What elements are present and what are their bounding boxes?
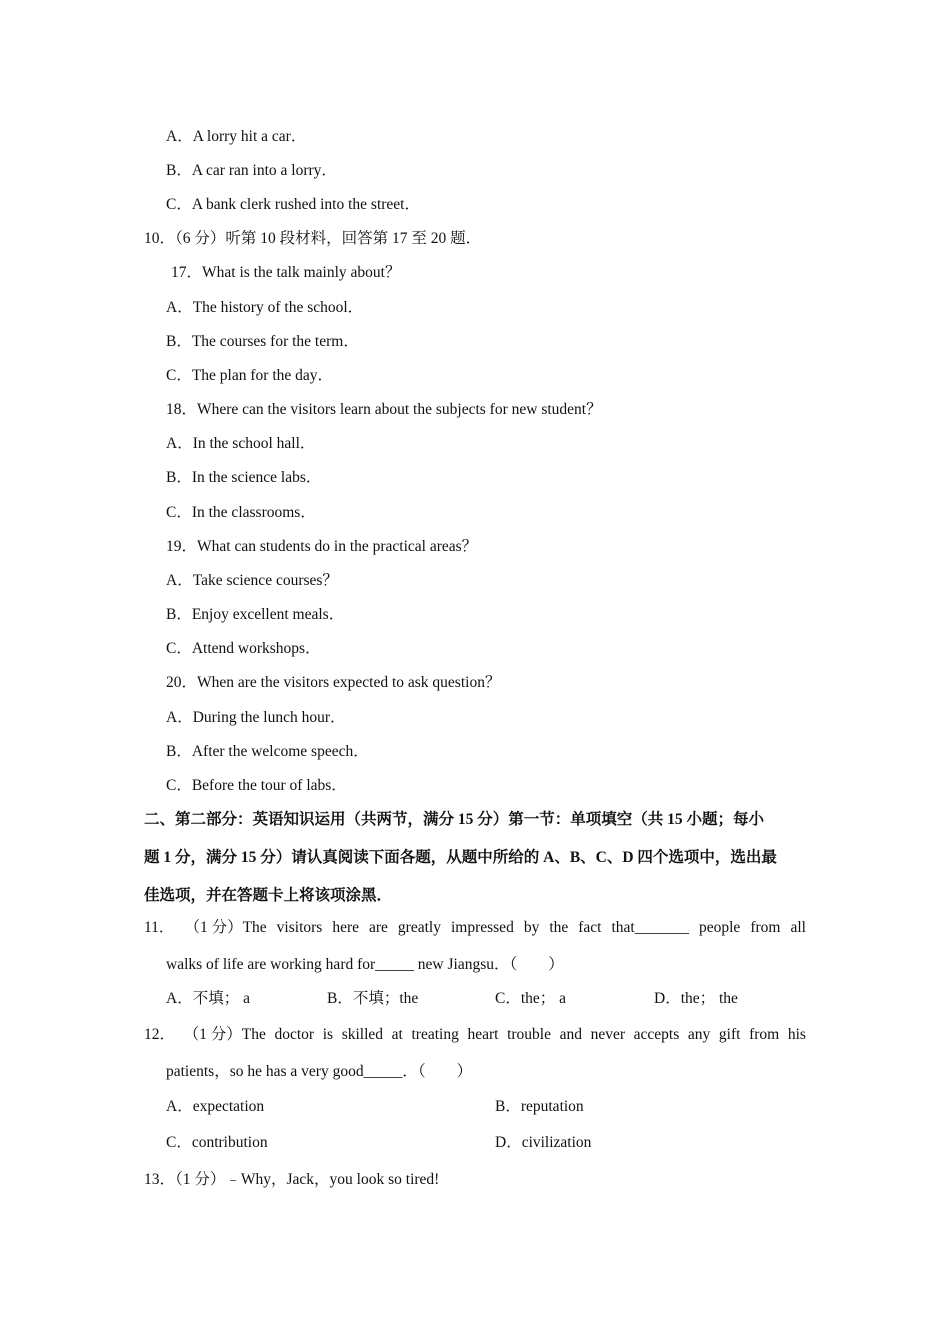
q11-stem-line1 bbox=[144, 918, 806, 938]
q12-option-b: B．reputation bbox=[495, 1098, 584, 1115]
q18-option-b: B．In the science labs． bbox=[166, 469, 322, 486]
q12-stem-word: trouble bbox=[507, 1026, 551, 1043]
q12-stem-word: never bbox=[590, 1026, 626, 1043]
q12-stem-word: and bbox=[559, 1026, 582, 1043]
q19-option-c: C．Attend workshops． bbox=[166, 640, 321, 657]
q11-stem-word: 11． bbox=[144, 919, 175, 936]
part2-heading-line1: 二、第二部分：英语知识运用（共两节，满分 15 分）第一节：单项填空（共 15 小题；每小 bbox=[144, 811, 765, 828]
q11-stem-word: greatly bbox=[397, 919, 441, 936]
q11-stem-word: （1 分）The bbox=[184, 919, 267, 936]
q9-option-a: A．A lorry hit a car． bbox=[166, 128, 307, 145]
q12-stem-word: is bbox=[322, 1026, 334, 1043]
q12-stem-word: from bbox=[749, 1026, 780, 1043]
q20-option-a: A．During the lunch hour． bbox=[166, 709, 346, 726]
q19-stem: 19．What can students do in the practical areas？ bbox=[166, 538, 478, 555]
q12-stem-word: heart bbox=[467, 1026, 499, 1043]
q20-option-b: B．After the welcome speech． bbox=[166, 743, 369, 760]
q12-stem-word: any bbox=[687, 1026, 711, 1043]
q13-stem: 13．（1 分）﹣Why，Jack，you look so tired! bbox=[144, 1171, 440, 1188]
q11-option-d: D．the； the bbox=[654, 990, 738, 1007]
q12-option-d: D．civilization bbox=[495, 1134, 592, 1151]
q11-option-b: B．不填；the bbox=[327, 990, 419, 1007]
q12-stem-line1 bbox=[144, 1025, 806, 1045]
part2-heading-line2: 题 1 分，满分 15 分）请认真阅读下面各题，从题中所给的 A、B、C、D 四个选项中，选出最 bbox=[144, 849, 777, 866]
q11-stem-word: fact bbox=[578, 919, 602, 936]
q12-stem-word: gift bbox=[718, 1026, 741, 1043]
q11-stem-word: are bbox=[369, 919, 388, 936]
q9-option-b: B．A car ran into a lorry． bbox=[166, 162, 337, 179]
q10-header: 10．（6 分）听第 10 段材料，回答第 17 至 20 题． bbox=[144, 230, 482, 247]
q11-stem-word: people bbox=[699, 919, 741, 936]
q12-stem-word: skilled bbox=[341, 1026, 384, 1043]
q17-option-b: B．The courses for the term． bbox=[166, 333, 359, 350]
q17-stem: 17．What is the talk mainly about？ bbox=[171, 264, 401, 281]
q12-stem-word: （1 分）The bbox=[183, 1026, 266, 1043]
q18-option-a: A．In the school hall． bbox=[166, 435, 316, 452]
q19-option-b: B．Enjoy excellent meals． bbox=[166, 606, 345, 623]
q11-stem-word: visitors bbox=[276, 919, 323, 936]
q11-option-c: C．the； a bbox=[495, 990, 567, 1007]
q11-stem-line2: walks of life are working hard for_____ new Jiangsu．（ ） bbox=[166, 956, 564, 973]
q12-stem-word: at bbox=[391, 1026, 403, 1043]
q17-option-a: A．The history of the school． bbox=[166, 299, 364, 316]
q12-option-c: C．contribution bbox=[166, 1134, 268, 1151]
q11-stem-word: all bbox=[790, 919, 806, 936]
q11-stem-word: by bbox=[523, 919, 540, 936]
q12-stem-word: doctor bbox=[274, 1026, 315, 1043]
q11-stem-word: from bbox=[750, 919, 781, 936]
q19-option-a: A．Take science courses？ bbox=[166, 572, 338, 589]
q12-option-a: A．expectation bbox=[166, 1098, 265, 1115]
q20-option-c: C．Before the tour of labs． bbox=[166, 777, 347, 794]
q9-option-c: C．A bank clerk rushed into the street． bbox=[166, 196, 420, 213]
q17-option-c: C．The plan for the day． bbox=[166, 367, 334, 384]
q12-stem-word: accepts bbox=[633, 1026, 680, 1043]
q12-stem-word: treating bbox=[411, 1026, 459, 1043]
q11-stem-word: here bbox=[332, 919, 359, 936]
part2-heading-line3: 佳选项，并在答题卡上将该项涂黑． bbox=[144, 887, 393, 904]
q18-stem: 18．Where can the visitors learn about the subjects for new student？ bbox=[166, 401, 602, 418]
q12-stem-word: 12． bbox=[144, 1026, 176, 1043]
q11-stem-word: the bbox=[549, 919, 569, 936]
q11-option-a: A．不填； a bbox=[166, 990, 250, 1007]
q11-stem-word: impressed bbox=[450, 919, 514, 936]
q12-stem-line2: patients，so he has a very good_____．（ ） bbox=[166, 1063, 473, 1080]
q12-stem-word: his bbox=[787, 1026, 806, 1043]
q20-stem: 20．When are the visitors expected to ask question？ bbox=[166, 674, 501, 691]
q18-option-c: C．In the classrooms． bbox=[166, 504, 316, 521]
q11-stem-word: that_______ bbox=[611, 919, 689, 936]
